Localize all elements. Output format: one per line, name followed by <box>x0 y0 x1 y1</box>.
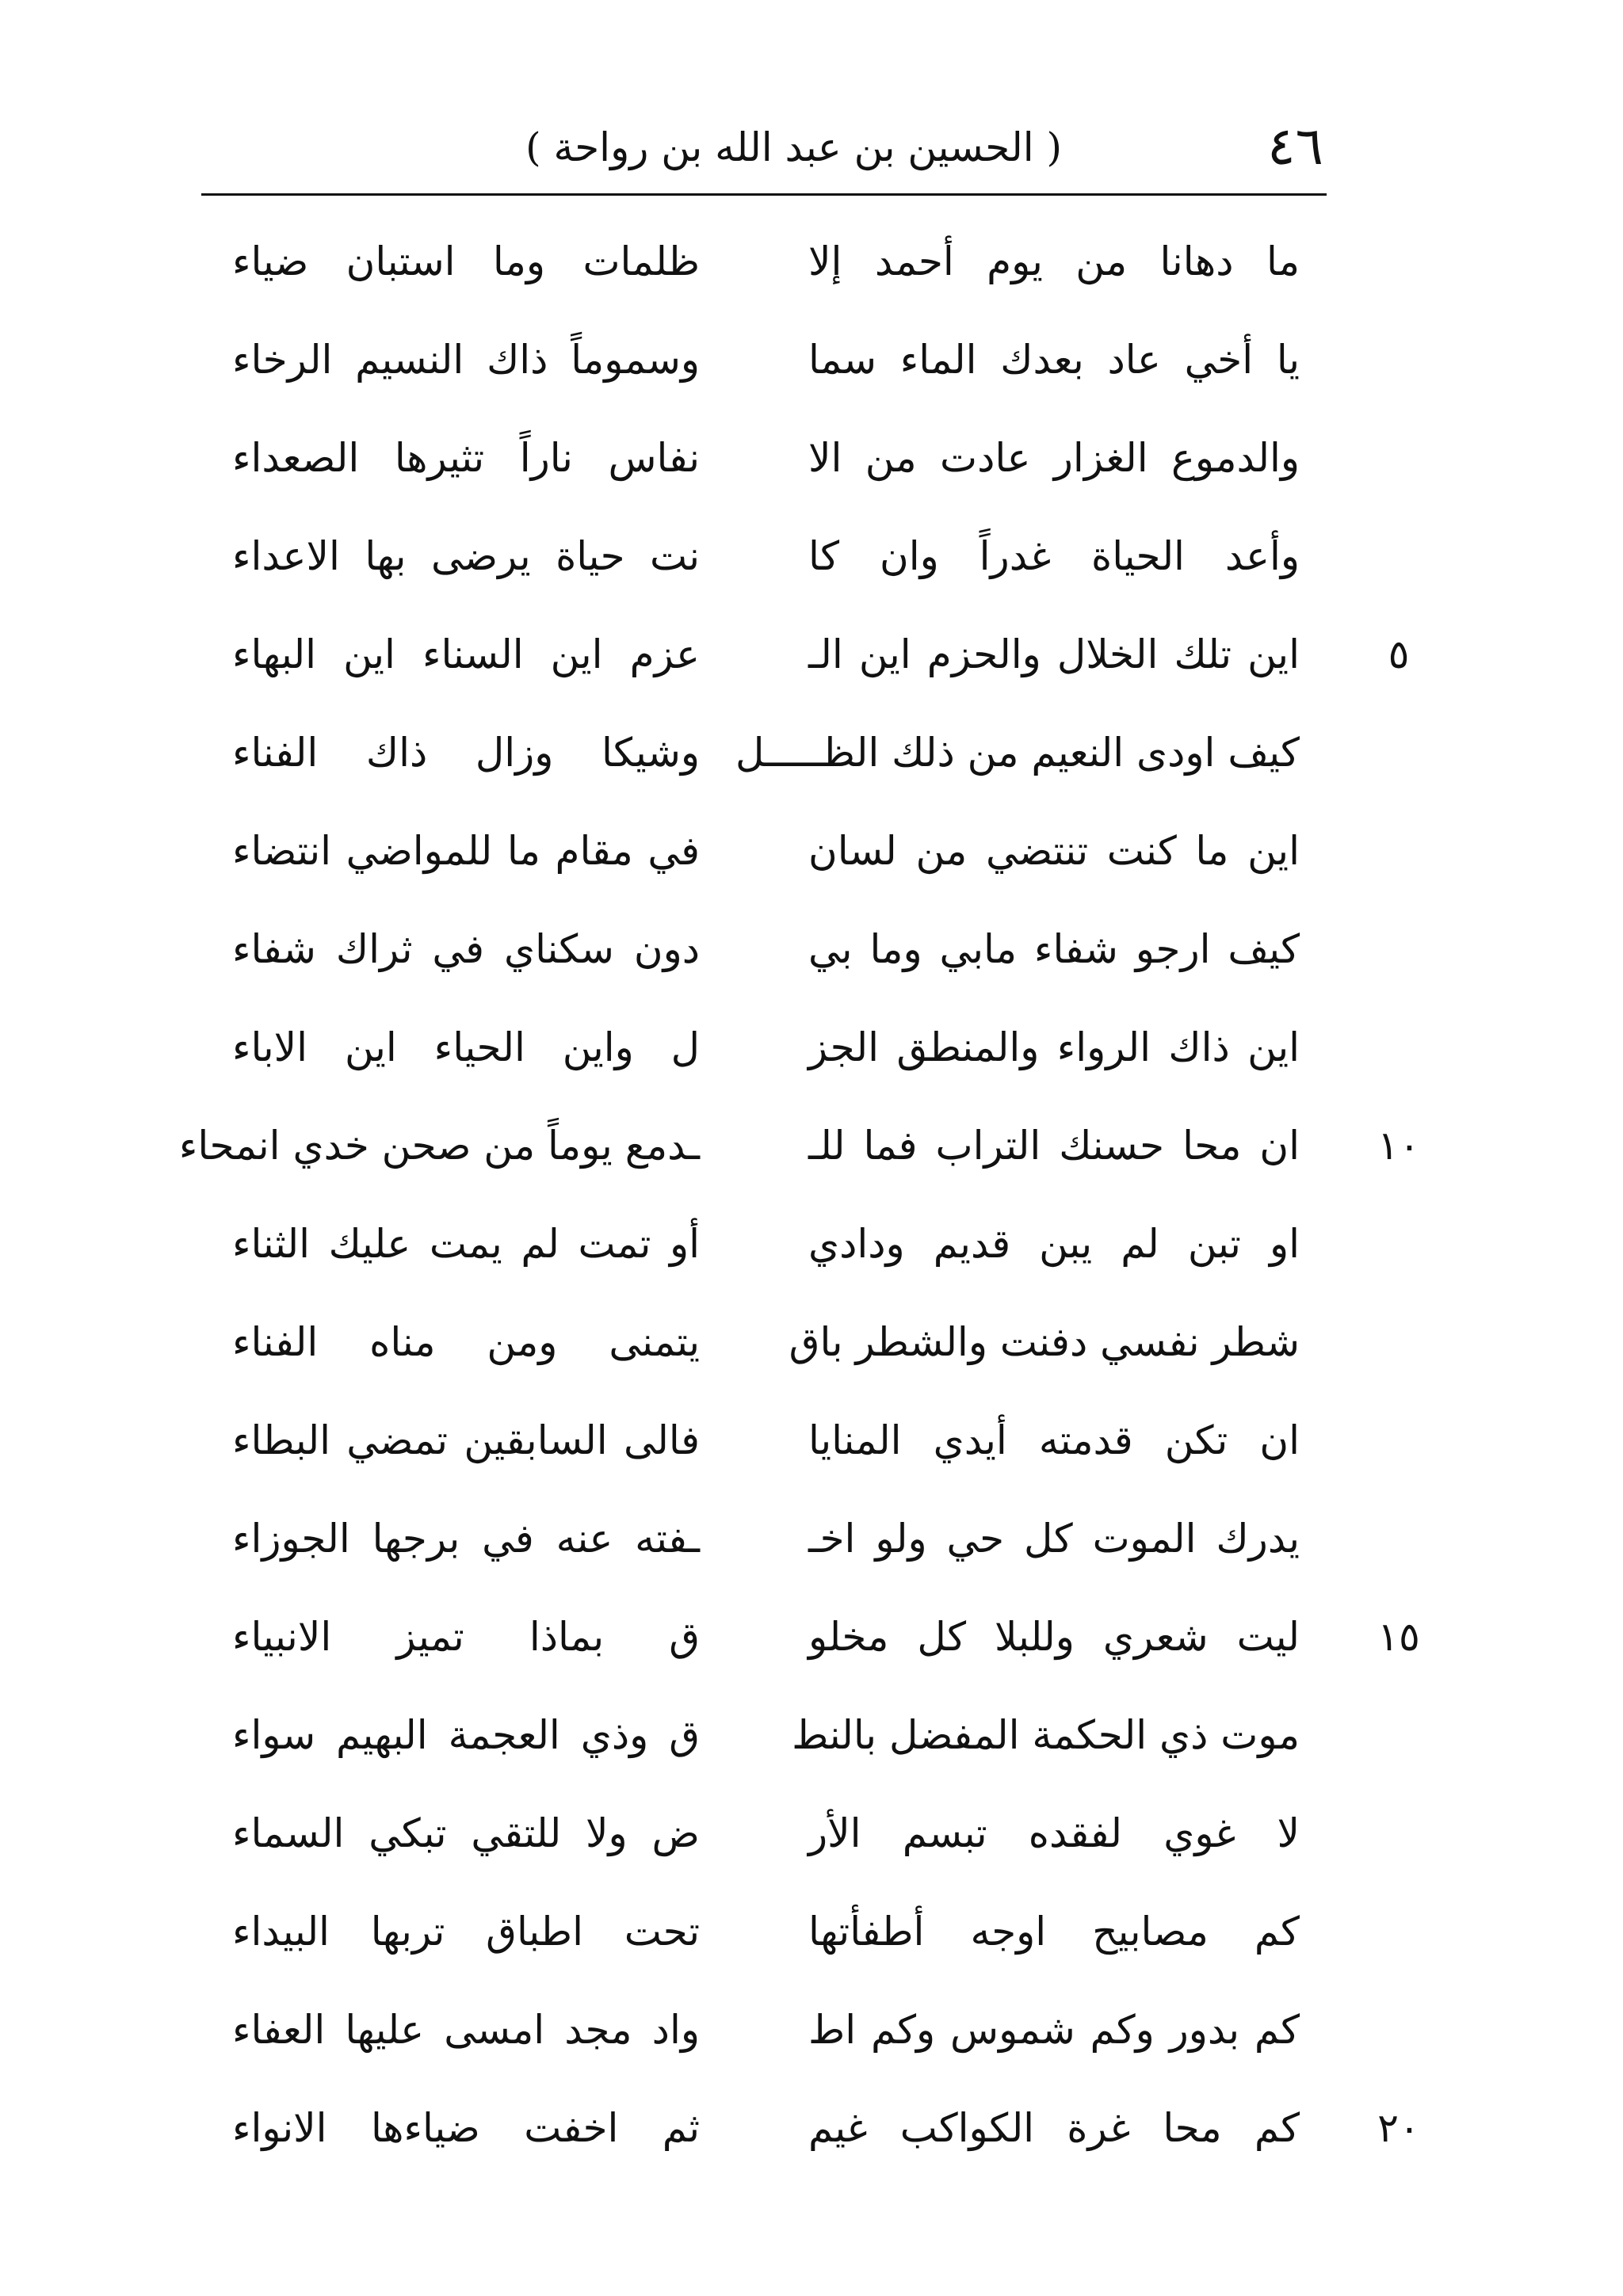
verse-row <box>0 409 1623 507</box>
verse-row <box>0 900 1623 998</box>
verse-first-hemistich: وأعد الحياة غدراً وان كا <box>808 533 1300 579</box>
verse-first-hemistich: يدرك الموت كل حي ولو اخـ <box>808 1516 1300 1562</box>
verse-number: ١٠ <box>1377 1123 1420 1169</box>
verse-first-hemistich: اين ذاك الرواء والمنطق الجز <box>808 1024 1300 1070</box>
verse-second-hemistich: ثم اخفت ضياءها الانواء <box>232 2105 700 2151</box>
verse-number: ٥ <box>1388 631 1410 677</box>
verse-first-hemistich: كم بدور وكم شموس وكم اط <box>808 2007 1300 2053</box>
verse-second-hemistich: ل واين الحياء اين الاباء <box>232 1024 700 1070</box>
verse-second-hemistich: ض ولا للتقي تبكي السماء <box>232 1810 700 1856</box>
verse-row <box>0 1195 1623 1293</box>
verse-row <box>0 1097 1623 1195</box>
verse-row <box>0 1784 1623 1882</box>
verse-second-hemistich: وسموماً ذاك النسيم الرخاء <box>232 337 700 383</box>
verse-row <box>0 1686 1623 1784</box>
verse-first-hemistich: ليت شعري وللبلا كل مخلو <box>808 1614 1300 1660</box>
verse-first-hemistich: كم مصابيح اوجه أطفأتها <box>808 1909 1300 1955</box>
verse-row <box>0 1588 1623 1686</box>
verse-second-hemistich: ـفته عنه في برجها الجوزاء <box>232 1516 700 1562</box>
verse-number: ٢٠ <box>1377 2105 1420 2151</box>
verse-row <box>0 605 1623 704</box>
verse-second-hemistich: نفاس ناراً تثيرها الصعداء <box>232 435 700 481</box>
verse-second-hemistich: نت حياة يرضى بها الاعداء <box>232 533 700 579</box>
verse-second-hemistich: يتمنى ومن مناه الفناء <box>232 1319 700 1365</box>
verse-row <box>0 507 1623 605</box>
verse-first-hemistich: شطر نفسي دفنت والشطر باق <box>789 1319 1300 1365</box>
page-number: ٤٦ <box>1267 116 1323 177</box>
verse-second-hemistich: ظلمات وما استبان ضياء <box>232 238 700 284</box>
verse-row <box>0 802 1623 900</box>
verse-first-hemistich: ما دهانا من يوم أحمد إلا <box>808 238 1300 284</box>
verse-second-hemistich: دون سكناي في ثراك شفاء <box>232 926 700 972</box>
verse-row <box>0 212 1623 311</box>
header-rule <box>201 193 1327 196</box>
verse-second-hemistich: ـدمع يوماً من صحن خدي انمحاء <box>178 1123 700 1169</box>
verse-first-hemistich: ان تكن قدمته أيدي المنايا <box>808 1417 1300 1463</box>
verse-second-hemistich: واد مجد امسى عليها العفاء <box>232 2007 700 2053</box>
verse-row <box>0 1981 1623 2079</box>
verse-first-hemistich: كيف اودى النعيم من ذلك الظـــــل <box>735 730 1300 776</box>
verse-second-hemistich: عزم اين السناء اين البهاء <box>232 631 700 677</box>
verse-first-hemistich: يا أخي عاد بعدك الماء سما <box>808 337 1300 383</box>
verse-first-hemistich: موت ذي الحكمة المفضل بالنط <box>792 1712 1300 1758</box>
verse-second-hemistich: في مقام ما للمواضي انتضاء <box>232 828 700 874</box>
verse-first-hemistich: او تبن لم يبن قديم ودادي <box>808 1221 1300 1267</box>
verse-second-hemistich: ق وذي العجمة البهيم سواء <box>232 1712 700 1758</box>
verse-row <box>0 311 1623 409</box>
verse-first-hemistich: اين تلك الخلال والحزم اين الـ <box>808 631 1300 677</box>
verse-second-hemistich: فالى السابقين تمضي البطاء <box>232 1417 700 1463</box>
verse-first-hemistich: اين ما كنت تنتضي من لسان <box>808 828 1300 874</box>
verse-second-hemistich: ق بماذا تميز الانبياء <box>232 1614 700 1660</box>
verse-first-hemistich: كم محا غرة الكواكب غيم <box>808 2105 1300 2151</box>
running-title: ( الحسين بن عبد الله بن رواحة ) <box>525 124 1062 170</box>
verse-row <box>0 1882 1623 1981</box>
verse-first-hemistich: كيف ارجو شفاء مابي وما بي <box>808 926 1300 972</box>
verse-first-hemistich: ان محا حسنك التراب فما للـ <box>808 1123 1300 1169</box>
verse-second-hemistich: تحت اطباق تربها البيداء <box>232 1909 700 1955</box>
verse-row <box>0 2079 1623 2177</box>
page-header <box>198 111 1323 182</box>
verse-first-hemistich: والدموع الغزار عادت من الا <box>808 435 1300 481</box>
verse-second-hemistich: وشيكا وزال ذاك الفناء <box>232 730 700 776</box>
verse-row <box>0 704 1623 802</box>
verse-row <box>0 998 1623 1097</box>
verse-row <box>0 1293 1623 1391</box>
verse-first-hemistich: لا غوي لفقده تبسم الأر <box>808 1810 1300 1856</box>
poem <box>0 212 1623 2177</box>
verse-second-hemistich: أو تمت لم يمت عليك الثناء <box>232 1221 700 1267</box>
verse-row <box>0 1489 1623 1588</box>
verse-row <box>0 1391 1623 1489</box>
verse-number: ١٥ <box>1377 1614 1420 1660</box>
